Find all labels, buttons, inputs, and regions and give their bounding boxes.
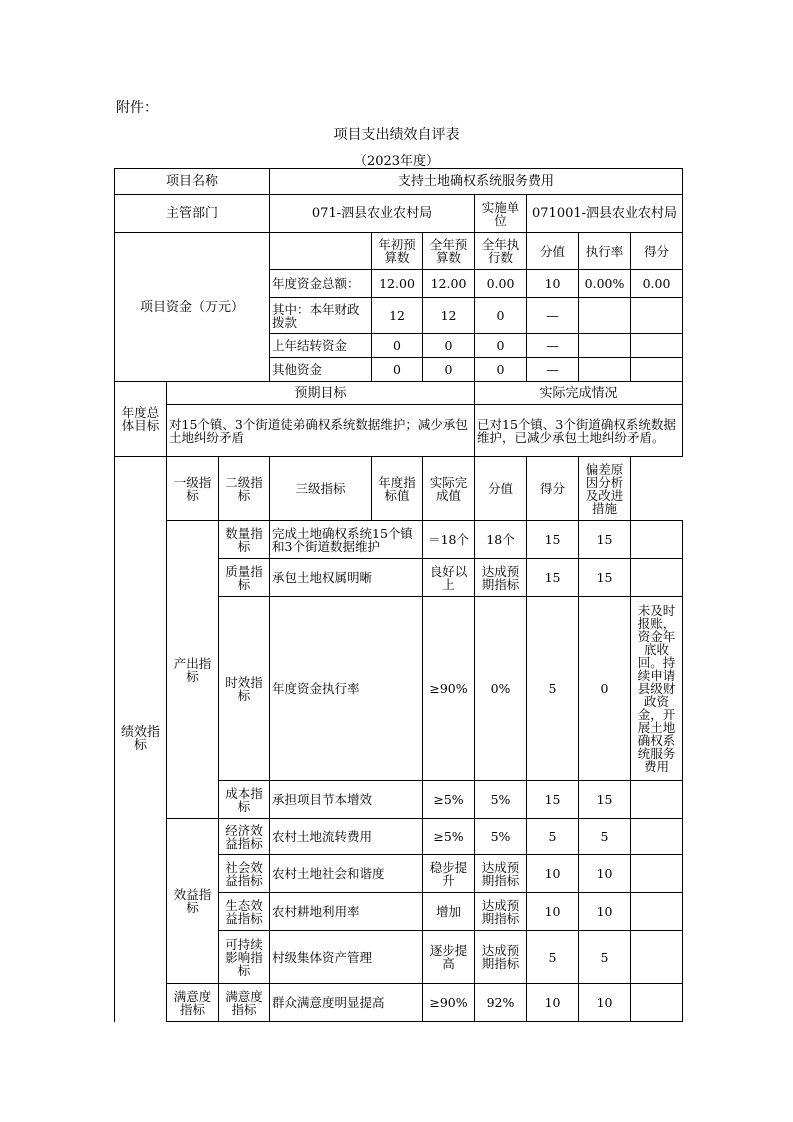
funds-header-blank xyxy=(270,233,372,270)
perf-target: ≥90% xyxy=(423,984,475,1022)
perf-got: 15 xyxy=(579,521,631,559)
funds-cell: 12.00 xyxy=(372,270,423,298)
perf-label: 绩效指标 xyxy=(115,457,167,1022)
perf-l3: 农村土地流转费用 xyxy=(270,819,423,855)
perf-score: 15 xyxy=(527,521,579,559)
funds-cell: 0 xyxy=(475,334,527,358)
evaluation-table xyxy=(114,168,683,1022)
perf-reason xyxy=(631,931,683,984)
goal-actual-text: 已对15个镇、3个街道确权系统数据维护，已减少承包土地纠纷矛盾。 xyxy=(475,405,683,457)
perf-l2: 满意度指标 xyxy=(219,984,270,1022)
perf-actual: 92% xyxy=(475,984,527,1022)
perf-score: 10 xyxy=(527,893,579,931)
perf-reason xyxy=(631,521,683,559)
perf-reason xyxy=(631,559,683,597)
perf-actual: 达成预期指标 xyxy=(475,559,527,597)
project-name-label: 项目名称 xyxy=(115,169,270,195)
funds-cell: 12 xyxy=(423,298,475,334)
funds-cell: 0 xyxy=(372,358,423,382)
perf-score: 15 xyxy=(527,559,579,597)
perf-target: 良好以上 xyxy=(423,559,475,597)
perf-reason xyxy=(631,781,683,819)
perf-reason: 未及时报账，资金年底收回。持续申请县级财政资金，开展土地确权系统服务费用 xyxy=(631,597,683,781)
perf-reason xyxy=(631,984,683,1022)
funds-cell: 10 xyxy=(527,270,579,298)
perf-l3: 年度资金执行率 xyxy=(270,597,423,781)
page-title: 项目支出绩效自评表 xyxy=(333,127,460,143)
impl-label: 实施单位 xyxy=(475,195,527,233)
perf-actual: 5% xyxy=(475,819,527,855)
perf-l3: 农村耕地利用率 xyxy=(270,893,423,931)
perf-actual: 达成预期指标 xyxy=(475,931,527,984)
funds-cell: 12.00 xyxy=(423,270,475,298)
perf-header: 年度指标值 xyxy=(372,457,423,521)
perf-target: ＝18个 xyxy=(423,521,475,559)
perf-got: 0 xyxy=(579,597,631,781)
perf-actual: 5% xyxy=(475,781,527,819)
perf-actual: 0% xyxy=(475,597,527,781)
funds-header: 分值 xyxy=(527,233,579,270)
goal-actual-label: 实际完成情况 xyxy=(475,382,683,405)
funds-cell xyxy=(579,298,631,334)
funds-cell: 0 xyxy=(423,334,475,358)
perf-l2: 数量指标 xyxy=(219,521,270,559)
perf-target: ≥5% xyxy=(423,819,475,855)
funds-header: 全年执行数 xyxy=(475,233,527,270)
perf-score: 15 xyxy=(527,781,579,819)
perf-reason xyxy=(631,819,683,855)
perf-target: 稳步提升 xyxy=(423,855,475,893)
perf-l2: 时效指标 xyxy=(219,597,270,781)
perf-header: 得分 xyxy=(527,457,579,521)
perf-target: ≥90% xyxy=(423,597,475,781)
perf-l3: 农村土地社会和谐度 xyxy=(270,855,423,893)
perf-score: 5 xyxy=(527,819,579,855)
perf-group-benefit: 效益指标 xyxy=(167,819,219,984)
funds-cell: 0 xyxy=(475,358,527,382)
dept-value: 071-泗县农业农村局 xyxy=(270,195,475,233)
funds-cell: 0.00% xyxy=(579,270,631,298)
funds-cell: 0 xyxy=(423,358,475,382)
perf-got: 10 xyxy=(579,984,631,1022)
funds-row-label: 其中：本年财政拨款 xyxy=(270,298,372,334)
perf-reason xyxy=(631,855,683,893)
funds-header: 执行率 xyxy=(579,233,631,270)
funds-cell xyxy=(631,298,683,334)
dept-label: 主管部门 xyxy=(115,195,270,233)
perf-l2: 生态效益指标 xyxy=(219,893,270,931)
funds-cell: — xyxy=(527,298,579,334)
funds-header: 年初预算数 xyxy=(372,233,423,270)
perf-l2: 质量指标 xyxy=(219,559,270,597)
perf-score: 10 xyxy=(527,984,579,1022)
perf-actual: 达成预期指标 xyxy=(475,855,527,893)
perf-l2: 可持续影响指标 xyxy=(219,931,270,984)
perf-got: 15 xyxy=(579,781,631,819)
perf-l2: 经济效益指标 xyxy=(219,819,270,855)
perf-header: 实际完成值 xyxy=(423,457,475,521)
perf-actual: 达成预期指标 xyxy=(475,893,527,931)
funds-row-label: 其他资金 xyxy=(270,358,372,382)
perf-l2: 成本指标 xyxy=(219,781,270,819)
funds-row-label: 上年结转资金 xyxy=(270,334,372,358)
funds-header: 得分 xyxy=(631,233,683,270)
perf-l3: 完成土地确权系统15个镇和3个街道数据维护 xyxy=(270,521,423,559)
impl-value: 071001-泗县农业农村局 xyxy=(527,195,683,233)
perf-score: 10 xyxy=(527,855,579,893)
perf-l3: 群众满意度明显提高 xyxy=(270,984,423,1022)
perf-got: 10 xyxy=(579,855,631,893)
perf-actual: 18个 xyxy=(475,521,527,559)
funds-row-label: 年度资金总额： xyxy=(270,270,372,298)
funds-cell: 0 xyxy=(475,298,527,334)
perf-l3: 村级集体资产管理 xyxy=(270,931,423,984)
perf-got: 5 xyxy=(579,931,631,984)
perf-header: 一级指标 xyxy=(167,457,219,521)
funds-cell: — xyxy=(527,358,579,382)
funds-cell: 0 xyxy=(372,334,423,358)
perf-score: 5 xyxy=(527,597,579,781)
perf-target: 逐步提高 xyxy=(423,931,475,984)
annex-label: 附件： xyxy=(116,100,158,116)
perf-got: 5 xyxy=(579,819,631,855)
funds-cell xyxy=(579,358,631,382)
goal-expected-text: 对15个镇、3个街道徒弟确权系统数据维护；减少承包土地纠纷矛盾 xyxy=(167,405,475,457)
perf-got: 10 xyxy=(579,893,631,931)
goal-expected-label: 预期目标 xyxy=(167,382,475,405)
funds-header: 全年预算数 xyxy=(423,233,475,270)
funds-cell: 0.00 xyxy=(475,270,527,298)
funds-cell xyxy=(631,334,683,358)
perf-score: 5 xyxy=(527,931,579,984)
funds-cell xyxy=(631,358,683,382)
perf-group-satisfaction: 满意度指标 xyxy=(167,984,219,1022)
funds-cell: 12 xyxy=(372,298,423,334)
funds-cell: 0.00 xyxy=(631,270,683,298)
funds-cell: — xyxy=(527,334,579,358)
perf-header: 二级指标 xyxy=(219,457,270,521)
goal-label: 年度总体目标 xyxy=(115,382,167,457)
perf-l3: 承包土地权属明晰 xyxy=(270,559,423,597)
perf-target: ≥5% xyxy=(423,781,475,819)
perf-header: 偏差原因分析及改进措施 xyxy=(579,457,631,521)
project-name-value: 支持土地确权系统服务费用 xyxy=(270,169,683,195)
perf-got: 15 xyxy=(579,559,631,597)
perf-l3: 承担项目节本增效 xyxy=(270,781,423,819)
funds-label: 项目资金（万元） xyxy=(115,233,270,382)
perf-header: 三级指标 xyxy=(270,457,372,521)
perf-target: 增加 xyxy=(423,893,475,931)
funds-cell xyxy=(579,334,631,358)
perf-header: 分值 xyxy=(475,457,527,521)
perf-reason xyxy=(631,893,683,931)
perf-group-output: 产出指标 xyxy=(167,521,219,819)
page-subtitle: （2023年度） xyxy=(353,154,440,169)
perf-l2: 社会效益指标 xyxy=(219,855,270,893)
